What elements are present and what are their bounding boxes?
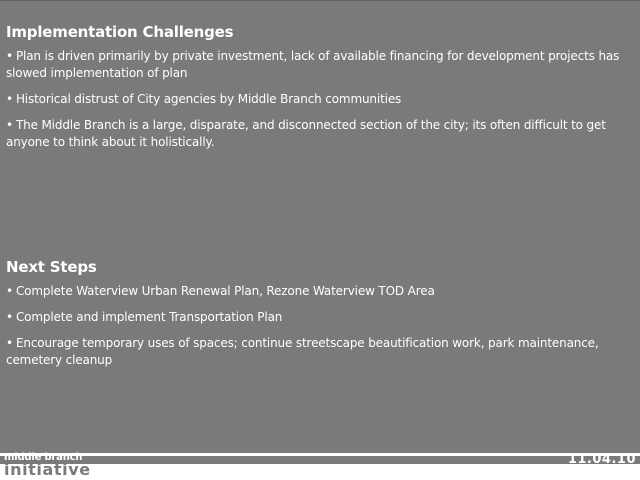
challenges-bullet-text: Plan is driven primarily by private investment, lack of available financing for development projects has slowed implementation of plan — [6, 49, 620, 80]
footer-date: 11.04.10 — [567, 452, 636, 467]
challenges-bullet — [6, 48, 634, 82]
next-steps-bullet — [6, 335, 634, 369]
logo-line-2: initiative — [4, 460, 91, 479]
challenges-heading: Implementation Challenges — [6, 23, 234, 41]
challenges-section — [6, 22, 634, 160]
challenges-bullet — [6, 117, 634, 151]
bullet-glyph: • — [6, 92, 13, 106]
challenges-bullet-text: The Middle Branch is a large, disparate, and disconnected section of the city; its often difficult to get anyone to think about it holistically. — [6, 118, 606, 149]
bullet-glyph: • — [6, 49, 13, 63]
next-steps-bullet — [6, 309, 634, 326]
challenges-bullet-text: Historical distrust of City agencies by Middle Branch communities — [15, 92, 402, 106]
next-steps-bullet-text: Encourage temporary uses of spaces; continue streetscape beautification work, park maintenance, cemetery cleanup — [6, 336, 599, 367]
challenges-bullet — [6, 91, 634, 108]
bullet-glyph: • — [6, 336, 13, 350]
bullet-glyph: • — [6, 310, 13, 324]
bullet-glyph: • — [6, 284, 13, 298]
logo-line-1: middle branch — [4, 452, 83, 463]
next-steps-bullet-text: Complete and implement Transportation Plan — [15, 310, 283, 324]
next-steps-bullet-text: Complete Waterview Urban Renewal Plan, Rezone Waterview TOD Area — [15, 284, 435, 298]
middle-branch-logo — [4, 452, 104, 480]
next-steps-heading: Next Steps — [6, 258, 97, 276]
bullet-glyph: • — [6, 118, 13, 132]
next-steps-section — [6, 257, 634, 378]
next-steps-bullet — [6, 283, 634, 300]
